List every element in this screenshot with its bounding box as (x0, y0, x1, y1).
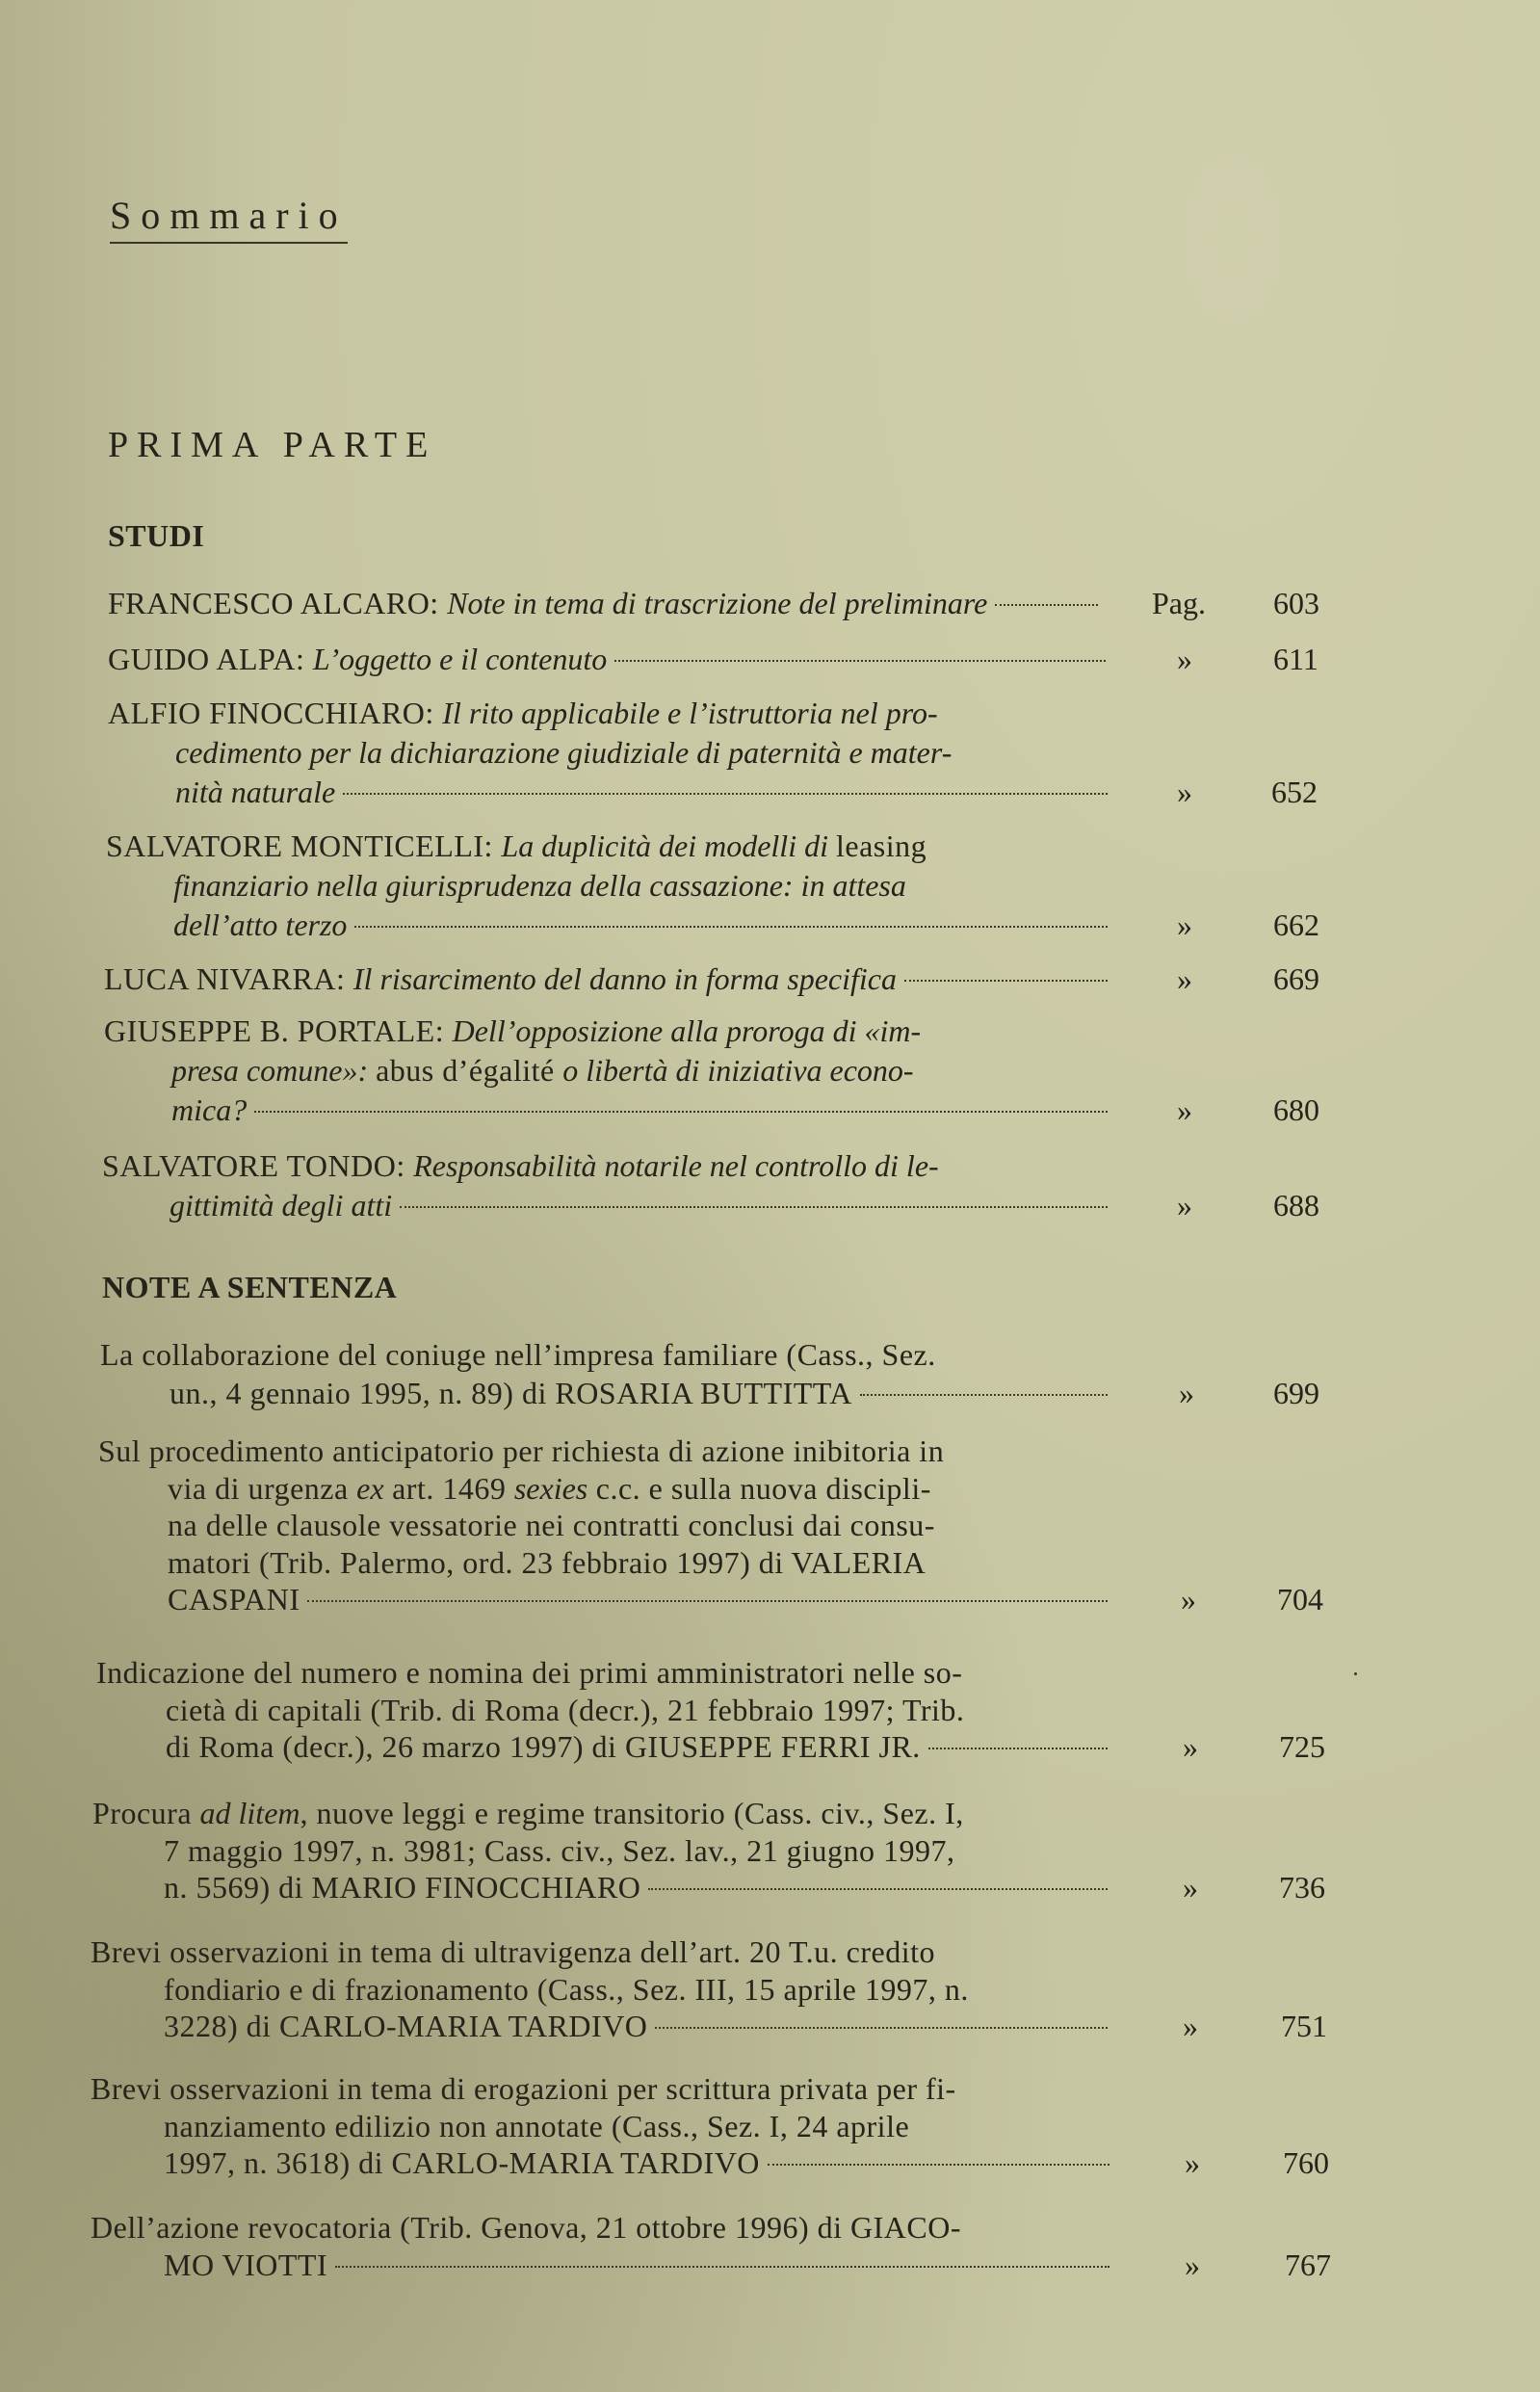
toc-entry[interactable] (0, 1012, 1425, 1130)
entry-line (0, 1506, 1425, 1543)
entry-line (0, 1432, 1425, 1469)
entry-line (0, 1186, 1425, 1225)
title-text: finanziario nella giurisprudenza della cassazione: in attesa (173, 868, 906, 903)
entry-line (0, 1794, 1425, 1831)
plain-text: MO VIOTTI (164, 2247, 328, 2282)
entry-text (91, 2208, 961, 2247)
title-text: La duplicità dei modelli di (501, 828, 836, 863)
page-prefix: » (1177, 1188, 1192, 1222)
entry-line (0, 1831, 1425, 1869)
entry-line (0, 1580, 1425, 1617)
plain-text: FRANCESCO ALCARO: (108, 586, 448, 620)
title-text: nità naturale (175, 775, 336, 809)
plain-text: , nuove leggi e regime transitorio (Cass. civ., Sez. I, (300, 1796, 964, 1830)
entry-text (175, 733, 952, 772)
plain-text: abus d’égalité (376, 1053, 563, 1088)
plain-text: Procura (92, 1796, 200, 1830)
toc-entry[interactable] (0, 640, 1425, 678)
page-prefix: » (1185, 2145, 1200, 2180)
entry-line (0, 2143, 1425, 2181)
title-text: mica? (171, 1092, 248, 1127)
entry-text (164, 1970, 969, 2009)
entry-text (175, 773, 1108, 811)
part-title: PRIMA PARTE (108, 425, 437, 465)
entry-line (0, 1868, 1425, 1906)
entry-line (0, 1469, 1425, 1507)
page-number: 725 (1279, 1729, 1325, 1764)
plain-text: matori (Trib. Palermo, ord. 23 febbraio 1997) di VALERIA (168, 1544, 927, 1580)
page-number: 611 (1273, 642, 1318, 676)
entry-text (108, 694, 938, 732)
page-number: 652 (1271, 775, 1318, 809)
entry-line (0, 1653, 1425, 1691)
page-prefix: » (1181, 1582, 1196, 1617)
dot-leader (860, 1394, 1108, 1396)
dot-leader (928, 1748, 1108, 1749)
plain-text: Indicazione del numero e nomina dei primi amministratori nelle so- (96, 1655, 963, 1690)
title-text: Responsabilità notarile nel controllo di le- (413, 1148, 939, 1183)
plain-text: n. 5569) di MARIO FINOCCHIARO (164, 1870, 641, 1905)
toc-entry[interactable] (0, 584, 1425, 622)
plain-text: CASPANI (168, 1582, 300, 1617)
page-prefix: » (1177, 907, 1192, 942)
entry-line (0, 1727, 1425, 1765)
toc-entry[interactable] (0, 694, 1425, 812)
toc-entry[interactable] (0, 2208, 1425, 2282)
title-text: Il rito applicabile e l’istruttoria nel pro- (442, 696, 938, 730)
page-prefix: » (1185, 2247, 1200, 2282)
entry-text (168, 1506, 935, 1544)
entry-line (0, 584, 1425, 622)
entry-line (0, 2208, 1425, 2246)
dot-leader (254, 1111, 1108, 1113)
title-text: cedimento per la dichiarazione giudiziale di paternità e mater- (175, 735, 953, 770)
entry-text (164, 2007, 1108, 2045)
entry-line (0, 1374, 1425, 1412)
entry-text (108, 584, 1098, 622)
plain-text: na delle clausole vessatorie nei contratti conclusi dai consu- (168, 1508, 935, 1542)
section-studi-heading: STUDI (108, 518, 205, 553)
title-text: Il risarcimento del danno in forma specifica (352, 961, 897, 996)
toc-entry[interactable] (0, 1932, 1425, 2044)
entry-line (0, 959, 1425, 998)
entry-line (0, 733, 1425, 773)
toc-entry[interactable] (0, 1432, 1425, 1617)
dot-leader (995, 604, 1098, 606)
page-prefix: » (1177, 642, 1192, 676)
plain-text: Brevi osservazioni in tema di ultravigenza dell’art. 20 T.u. credito (91, 1934, 935, 1969)
plain-text: 1997, n. 3618) di CARLO-MARIA TARDIVO (164, 2145, 760, 2180)
plain-text: un., 4 gennaio 1995, n. 89) di ROSARIA BUTTITTA (170, 1376, 852, 1410)
entry-text (166, 1727, 1108, 1766)
entry-text (100, 1335, 936, 1374)
section-note-heading: NOTE A SENTENZA (102, 1270, 398, 1304)
entry-line (0, 1091, 1425, 1130)
entry-text (164, 2246, 1109, 2284)
title-text: presa comune»: (171, 1053, 377, 1088)
title-text: Note in tema di trascrizione del preliminare (447, 586, 988, 620)
plain-text: SALVATORE TONDO: (102, 1148, 414, 1183)
entry-line (0, 1051, 1425, 1091)
entry-text (91, 2069, 956, 2108)
dot-leader (343, 793, 1108, 795)
page-heading: Sommario (110, 193, 348, 244)
dot-leader (400, 1206, 1108, 1208)
page-number: 699 (1273, 1376, 1319, 1410)
plain-text: La collaborazione del coniuge nell’impresa familiare (Cass., Sez. (100, 1337, 936, 1372)
plain-text: leasing (835, 828, 927, 863)
entry-text (106, 827, 927, 865)
entry-line (0, 640, 1425, 678)
toc-entry[interactable] (0, 1653, 1425, 1765)
plain-text: SALVATORE MONTICELLI: (106, 828, 502, 863)
entry-text (171, 1091, 1108, 1129)
plain-text: ALFIO FINOCCHIARO: (108, 696, 443, 730)
toc-entry[interactable] (0, 1794, 1425, 1906)
page-number: 603 (1273, 586, 1319, 620)
page-prefix: » (1183, 1870, 1198, 1905)
entry-text (168, 1580, 1108, 1618)
entry-text (173, 906, 1108, 944)
page-number: 704 (1277, 1582, 1323, 1617)
page-number: 680 (1273, 1092, 1319, 1127)
title-text: ad litem (199, 1796, 300, 1830)
entry-text (102, 1146, 939, 1185)
page-number: 662 (1273, 907, 1319, 942)
toc-entry[interactable] (0, 1146, 1425, 1225)
page-number: 736 (1279, 1870, 1325, 1905)
page-number: 760 (1283, 2145, 1329, 2180)
entry-text (168, 1469, 931, 1508)
entry-line (0, 2007, 1425, 2044)
toc-entry[interactable] (0, 2069, 1425, 2181)
entry-line (0, 1012, 1425, 1051)
plain-text: Brevi osservazioni in tema di erogazioni per scrittura privata per fi- (91, 2071, 956, 2106)
title-text: dell’atto terzo (173, 907, 348, 942)
entry-line (0, 694, 1425, 733)
title-text: gittimità degli atti (170, 1188, 393, 1222)
entry-line (0, 827, 1425, 866)
page-number: 767 (1285, 2247, 1331, 2282)
page-prefix: » (1177, 961, 1192, 996)
entry-line (0, 906, 1425, 945)
plain-text: GUIDO ALPA: (108, 642, 313, 676)
entry-text (98, 1432, 944, 1470)
plain-text: 7 maggio 1997, n. 3981; Cass. civ., Sez. lav., 21 giugno 1997, (164, 1832, 955, 1868)
plain-text: Sul procedimento anticipatorio per richiesta di azione inibitoria in (98, 1433, 945, 1468)
plain-text: nanziamento edilizio non annotate (Cass., Sez. I, 24 aprile (164, 2108, 910, 2143)
plain-text: LUCA NIVARRA: (104, 961, 353, 996)
page-number: 669 (1273, 961, 1319, 996)
entry-text (164, 2143, 1109, 2182)
entry-line (0, 1970, 1425, 2008)
title-text: ex (356, 1470, 384, 1506)
toc-entry[interactable] (0, 959, 1425, 998)
entry-line (0, 1691, 1425, 1728)
plain-text: cietà di capitali (Trib. di Roma (decr.), 21 febbraio 1997; Trib. (166, 1692, 965, 1727)
page-prefix: Pag. (1152, 586, 1206, 620)
title-text: sexies (513, 1470, 588, 1506)
page-number: 751 (1281, 2009, 1327, 2043)
entry-line (0, 773, 1425, 812)
entry-line (0, 2107, 1425, 2144)
entry-text (96, 1653, 962, 1692)
dot-leader (335, 2266, 1109, 2268)
page-prefix: » (1183, 1729, 1198, 1764)
plain-text: Dell’azione revocatoria (Trib. Genova, 21 ottobre 1996) di GIACO- (91, 2210, 961, 2245)
dot-leader (307, 1600, 1108, 1602)
toc-entry[interactable] (0, 1335, 1425, 1412)
entry-line (0, 1932, 1425, 1970)
entry-text (91, 1932, 935, 1971)
plain-text: 3228) di CARLO-MARIA TARDIVO (164, 2009, 648, 2043)
plain-text: via di urgenza (168, 1470, 357, 1506)
title-text: L’oggetto e il contenuto (312, 642, 608, 676)
page-prefix: » (1177, 775, 1192, 809)
dot-leader (648, 1888, 1108, 1890)
entry-text (104, 1012, 921, 1050)
entry-text (104, 959, 1108, 998)
entry-line (0, 2069, 1425, 2107)
entry-text (92, 1794, 964, 1832)
entry-text (164, 1831, 954, 1870)
entry-text (173, 866, 906, 905)
dot-leader (354, 926, 1108, 928)
dot-leader (614, 660, 1106, 662)
entry-text (164, 2107, 909, 2145)
title-text: o libertà di iniziativa econo- (562, 1053, 914, 1088)
plain-text: fondiario e di frazionamento (Cass., Sez. III, 15 aprile 1997, n. (164, 1971, 969, 2007)
entry-text (170, 1374, 1108, 1412)
page-prefix: » (1183, 2009, 1198, 2043)
entry-line (0, 1543, 1425, 1581)
entry-text (171, 1051, 914, 1090)
toc-entry[interactable] (0, 827, 1425, 945)
plain-text: c.c. e sulla nuova discipli- (587, 1470, 931, 1506)
entry-line (0, 866, 1425, 906)
dot-leader (768, 2164, 1109, 2166)
dot-leader (655, 2027, 1108, 2029)
entry-text (166, 1691, 964, 1729)
entry-text (170, 1186, 1108, 1224)
page-number: 688 (1273, 1188, 1319, 1222)
entry-text (108, 640, 1106, 678)
entry-text (164, 1868, 1108, 1906)
page-prefix: » (1179, 1376, 1194, 1410)
entry-line (0, 2246, 1425, 2283)
plain-text: art. 1469 (383, 1470, 514, 1506)
plain-text: GIUSEPPE B. PORTALE: (104, 1013, 453, 1048)
entry-line (0, 1335, 1425, 1374)
speck (1354, 1672, 1357, 1675)
title-text: Dell’opposizione alla proroga di «im- (452, 1013, 922, 1048)
plain-text: di Roma (decr.), 26 marzo 1997) di GIUSEPPE FERRI JR. (166, 1729, 921, 1764)
entry-text (168, 1543, 926, 1582)
dot-leader (904, 980, 1108, 982)
entry-line (0, 1146, 1425, 1186)
page-prefix: » (1177, 1092, 1192, 1127)
